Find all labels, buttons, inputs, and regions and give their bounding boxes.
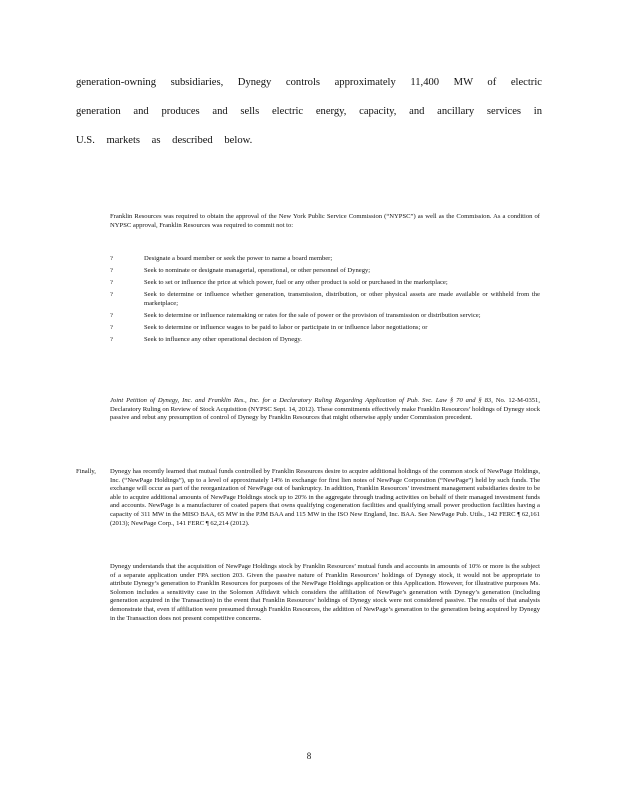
list-item xyxy=(110,336,540,345)
list-item-text: Seek to determine or influence ratemaking or rates for the sale of power or the provision of transmission or distribution service; xyxy=(144,311,481,319)
list-item-text: Seek to set or influence the price at which power, fuel or any other product is sold or purchased in the marketplace; xyxy=(144,279,448,287)
footnote-intro: Franklin Resources was required to obtain the approval of the New York Public Service Commission (“NYPSC”) as well as the Commission. As a condition of NYPSC approval, Franklin Resources was required to commit not to: xyxy=(110,213,540,229)
list-item xyxy=(110,255,540,264)
paragraph-lead: Finally, xyxy=(76,468,96,475)
list-item xyxy=(110,312,540,321)
bullet-marker: ? xyxy=(110,311,113,319)
list-item-text: Seek to nominate or designate managerial, operational, or other personnel of Dynegy; xyxy=(144,267,371,275)
citation-text: , No. 12-M-0351, Declaratory Ruling on Review of Stock Acquisition (NYPSC Sept. 14, 2012). These commitments effectively make Franklin Resources’ holdings of Dynegy stock passive and rebut any presumption of control of Dynegy by Franklin Resources that might otherwise apply under Commission precedent. xyxy=(110,397,540,422)
bullet-marker: ? xyxy=(110,324,113,332)
newpage-paragraph: Dynegy understands that the acquisition of NewPage Holdings stock by Franklin Resources’ mutual funds and accounts in amounts of 10% or more is the subject of a separate application under FPA section 203. Given the passive nature of Franklin Resources’ holdings of Dynegy stock, it would not be appropriate to attribute Dynegy’s generation to Franklin Resources for purposes of the NewPage Holdings application or this Application. However, for illustrative purposes Ms. Solomon includes a sensitivity case in the Solomon Affidavit which considers the affiliation of NewPage’s generation with Dynegy’s generation (including generation acquired in the Transaction) in the event that Franklin Resources’ holdings of Dynegy stock were not considered passive. The results of that analysis demonstrate that, even if affiliation were presumed through Franklin Resources, the addition of NewPage’s generation to the generation being acquired by Dynegy in the Transaction does not present competitive concerns. xyxy=(110,563,540,622)
list-item xyxy=(110,279,540,288)
bullet-marker: ? xyxy=(110,279,113,287)
bullet-marker: ? xyxy=(110,255,113,262)
commitment-list xyxy=(110,255,540,348)
list-item-text: Seek to determine or influence whether generation, transmission, distribution, or other physical assets are made available or withheld from the marketplace; xyxy=(144,291,540,307)
bullet-marker: ? xyxy=(110,267,113,275)
body-paragraph: generation-owning subsidiaries, Dynegy controls approximately 11,400 MW of electric generation and produces and sells electric energy, capacity, and ancillary services in U.S. markets as described below. xyxy=(76,77,542,146)
citation-paragraph xyxy=(110,397,540,423)
page-number: 8 xyxy=(306,751,312,761)
paragraph-text: Dynegy has recently learned that mutual funds controlled by Franklin Resources desire to acquire additional holdings of the common stock of NewPage Holdings, Inc. (“NewPage Holdings”), up to a level of approximately 14% in exchange for first lien notes of NewPage Corporation (“NewPage”) held by such funds. The exchange will occur as part of the reorganization of NewPage out of bankruptcy. In addition, Franklin Resources’ investment management subsidiaries desire to be able to acquire additional amounts of NewPage Holdings stock up to 20% in the aggregate through trading activities on behalf of their managed investment funds and accounts. NewPage is a manufacturer of coated papers that owns qualifying cogeneration facilities and qualifying small power production facilities having a capacity of 311 MW in the MISO BAA, 65 MW in the PJM BAA and 115 MW in the ISO New England, Inc. BAA. See NewPage Pub. Utils., 142 FERC ¶ 62,161 (2013); NewPage Corp., 141 FERC ¶ 62,214 (2012). xyxy=(110,468,540,527)
list-item xyxy=(110,324,540,333)
list-item-text: Seek to influence any other operational decision of Dynegy. xyxy=(144,336,302,344)
list-item xyxy=(110,267,540,276)
bullet-marker: ? xyxy=(110,336,113,344)
list-item xyxy=(110,291,540,308)
list-item-text: Seek to determine or influence wages to be paid to labor or participate in or influence labor negotiations; or xyxy=(144,324,428,332)
bullet-marker: ? xyxy=(110,291,113,299)
citation-title: Joint Petition of Dynegy, Inc. and Franklin Res., Inc. for a Declaratory Ruling Regarding Application of Pub. Svc. Law § 70 and § 83 xyxy=(110,397,492,404)
list-item-text: Designate a board member or seek the power to name a board member; xyxy=(144,255,333,262)
